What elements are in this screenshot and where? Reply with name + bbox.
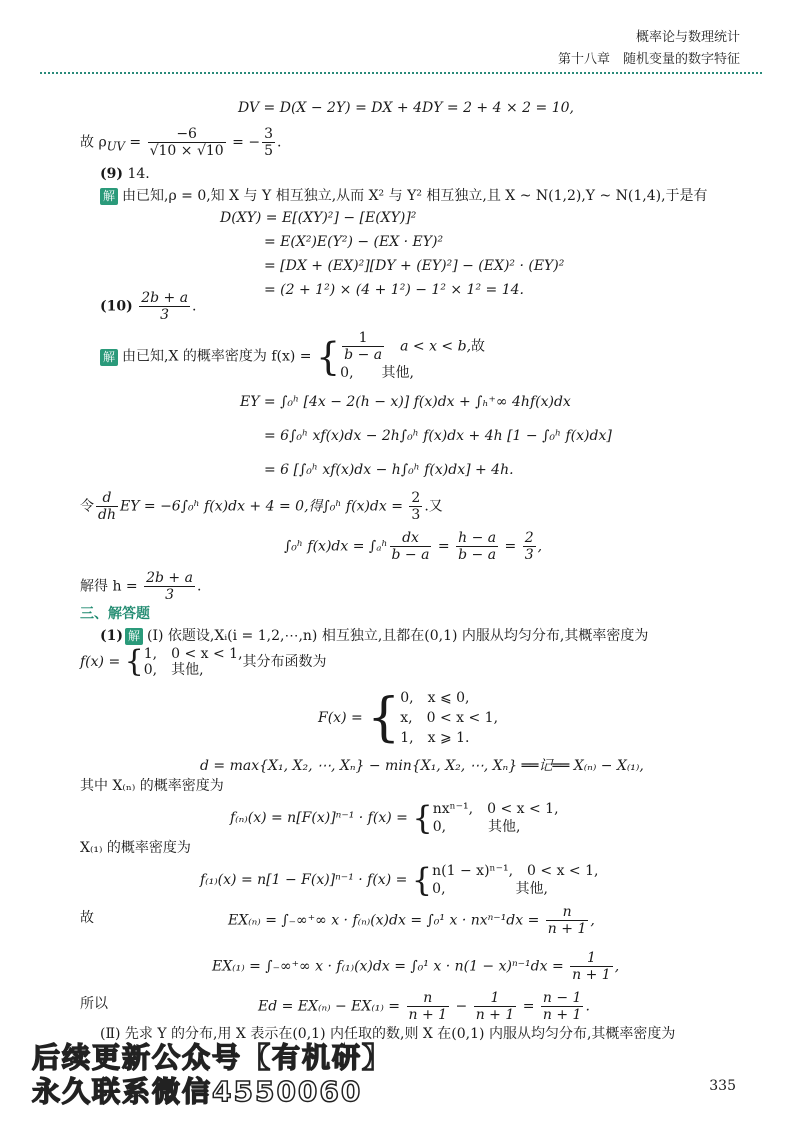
equals: = bbox=[518, 998, 539, 1015]
frac-num: 1 bbox=[474, 990, 517, 1007]
page-number: 335 bbox=[709, 1078, 736, 1094]
derivative-expr: EY = −6∫₀ʰ f(x)dx + 4 = 0,得∫₀ʰ f(x)dx = bbox=[119, 498, 408, 515]
rho-fraction bbox=[148, 126, 226, 159]
solution-10-density bbox=[100, 330, 485, 383]
frac-den: 3 bbox=[160, 307, 170, 323]
eq-dxy-1: D(XY) = E[(XY)²] − [E(XY)]² bbox=[220, 210, 417, 226]
density-uniform bbox=[80, 646, 327, 678]
rho-result-fraction bbox=[262, 126, 275, 159]
part-2-intro: (Ⅱ) 先求 Y 的分布,用 X 表示在(0,1) 内任取的数,则 X 在(0,1) 内服从均匀分布,其概率密度为 bbox=[100, 1026, 676, 1042]
watermark-line-1: 后续更新公众号【有机研】 bbox=[32, 1041, 393, 1074]
piecewise-cases bbox=[340, 330, 485, 383]
equals: = bbox=[124, 134, 146, 151]
let-word: 令 bbox=[80, 498, 94, 515]
also-word: .又 bbox=[424, 498, 443, 515]
frac-1 bbox=[407, 990, 450, 1023]
frac-den: dh bbox=[98, 507, 116, 523]
case-1: 1, 0 < x < 1, bbox=[143, 646, 243, 662]
case-1: nxⁿ⁻¹, 0 < x < 1, bbox=[432, 801, 559, 817]
frac-den: 3 bbox=[411, 507, 421, 523]
period: . bbox=[276, 134, 282, 151]
frac-den: n + 1 bbox=[547, 921, 587, 937]
piecewise-cases bbox=[144, 646, 243, 678]
question-number: (1) bbox=[100, 628, 123, 644]
case-2: 0, 其他, bbox=[432, 819, 521, 835]
result-fraction bbox=[546, 904, 589, 937]
eq-rho bbox=[80, 126, 281, 159]
result-fraction bbox=[409, 490, 422, 523]
solution-text: 由已知,ρ = 0,知 X 与 Y 相互独立,从而 X² 与 Y² 相互独立,且 X ~ N(1,2),Y ~ N(1,4),于是有 bbox=[122, 188, 708, 204]
equals-minus: = − bbox=[227, 134, 261, 151]
expectation-expr: EX₍ₙ₎ = ∫₋∞⁺∞ x · f₍ₙ₎(x)dx = ∫₀¹ x · nxⁿ⁻¹dx = bbox=[228, 912, 544, 929]
period: . bbox=[192, 298, 197, 315]
frac-den: 5 bbox=[264, 143, 273, 159]
frac-den: n + 1 bbox=[542, 1007, 582, 1023]
solution-badge: 解 bbox=[125, 628, 143, 645]
question-number: (10) bbox=[100, 298, 133, 315]
frac-den: 3 bbox=[524, 547, 534, 563]
density-expr: f₍₁₎(x) = n[1 − F(x)]ⁿ⁻¹ · f(x) = bbox=[200, 872, 412, 888]
solution-text: 由已知,X 的概率密度为 f(x) = bbox=[122, 348, 316, 365]
frac-num: n − 1 bbox=[542, 990, 582, 1006]
frac-den: b − a bbox=[344, 347, 383, 363]
h-fraction bbox=[144, 570, 195, 603]
density-expr: f₍ₙ₎(x) = n[F(x)]ⁿ⁻¹ · f(x) = bbox=[230, 810, 413, 826]
derivative-op bbox=[96, 490, 118, 523]
watermark-line-2: 永久联系微信4550060 bbox=[32, 1075, 363, 1108]
fx-label: f(x) = bbox=[80, 654, 125, 670]
header-divider bbox=[40, 72, 762, 74]
frac-num: h − a bbox=[458, 530, 497, 546]
solve-text: 解得 h = bbox=[80, 578, 143, 595]
conclusion-label-2: 所以 bbox=[80, 996, 108, 1012]
rho-label: 故 ρ bbox=[80, 134, 107, 151]
eq-range-d: d = max{X₁, X₂, ⋯, Xₙ} − min{X₁, X₂, ⋯, Xₙ} ══记══ X₍ₙ₎ − X₍₁₎, bbox=[200, 758, 644, 774]
brace: { bbox=[412, 799, 433, 837]
integral-expr: ∫₀ʰ f(x)dx = ∫ₐʰ bbox=[284, 538, 388, 555]
period: . bbox=[196, 578, 202, 595]
expectation-expr: EX₍₁₎ = ∫₋∞⁺∞ x · f₍₁₎(x)dx = ∫₀¹ x · n(1 − x)ⁿ⁻¹dx = bbox=[212, 958, 569, 975]
case-1: n(1 − x)ⁿ⁻¹, 0 < x < 1, bbox=[432, 863, 599, 879]
eq-ex1 bbox=[212, 950, 619, 983]
brace: { bbox=[411, 861, 433, 899]
conclusion-word: 故 bbox=[471, 338, 486, 355]
brace: { bbox=[124, 644, 144, 679]
frac-num: d bbox=[96, 490, 118, 507]
answer-10 bbox=[100, 290, 197, 323]
frac-num: n bbox=[546, 904, 589, 921]
result-fraction bbox=[570, 950, 613, 983]
frac-num: 1 bbox=[342, 330, 384, 347]
eq-dxy-3: = [DX + (EX)²][DY + (EY)²] − (EX)² · (EY)² bbox=[264, 258, 565, 274]
frac-den: n + 1 bbox=[572, 967, 611, 983]
eq-exn bbox=[228, 904, 595, 937]
case-1: 0, x ⩽ 0, bbox=[400, 690, 470, 706]
eq-dv: DV = D(X − 2Y) = DX + 4DY = 2 + 4 × 2 = 10, bbox=[238, 100, 574, 116]
comma: , bbox=[537, 538, 543, 555]
minus: − bbox=[451, 998, 472, 1015]
frac-num: 2 bbox=[524, 530, 534, 546]
eq-derivative bbox=[80, 490, 443, 523]
comma: , bbox=[590, 912, 595, 929]
case-2: 0, 其他, bbox=[340, 365, 414, 381]
density-x1 bbox=[200, 862, 598, 898]
equals: = bbox=[433, 538, 455, 555]
case-2: x, 0 < x < 1, bbox=[400, 710, 499, 726]
frac-den: n + 1 bbox=[408, 1007, 448, 1023]
header-book-title: 概率论与数理统计 bbox=[635, 30, 740, 45]
eq-ed bbox=[258, 990, 590, 1023]
frac-num: 2b + a bbox=[141, 290, 189, 306]
equals: = bbox=[500, 538, 521, 555]
distribution-text: 其分布函数为 bbox=[242, 654, 327, 670]
frac-num: −6 bbox=[148, 126, 226, 143]
frac-num: dx bbox=[390, 530, 432, 547]
eq-integral-value bbox=[284, 530, 542, 563]
case-2: 0, 其他, bbox=[432, 881, 548, 897]
density-x1-intro: X₍₁₎ 的概率密度为 bbox=[80, 840, 191, 856]
case-2: 0, 其他, bbox=[143, 662, 204, 678]
frac-1 bbox=[390, 530, 432, 563]
eq-dxy-2: = E(X²)E(Y²) − (EX · EY)² bbox=[264, 234, 444, 250]
comma: , bbox=[614, 958, 620, 975]
header-chapter-title: 第十八章 随机变量的数字特征 bbox=[557, 52, 740, 67]
cdf-uniform bbox=[318, 688, 498, 748]
frac-3 bbox=[541, 990, 584, 1023]
case-3: 1, x ⩾ 1. bbox=[400, 730, 470, 746]
solution-9-intro bbox=[100, 186, 708, 206]
frac-3 bbox=[523, 530, 536, 563]
answer-9 bbox=[100, 164, 150, 184]
answer-value: 14. bbox=[123, 166, 150, 182]
eq-ey-1: EY = ∫₀ʰ [4x − 2(h − x)] f(x)dx + ∫ₕ⁺∞ 4hf(x)dx bbox=[240, 394, 571, 410]
solution-badge: 解 bbox=[100, 349, 118, 366]
frac-2 bbox=[456, 530, 498, 563]
density-xn bbox=[230, 800, 559, 836]
frac-den: n + 1 bbox=[475, 1007, 515, 1023]
density-xn-intro: 其中 X₍ₙ₎ 的概率密度为 bbox=[80, 778, 224, 794]
section-heading: 三、解答题 bbox=[80, 606, 150, 622]
eq-dxy-4: = (2 + 1²) × (4 + 1²) − 1² × 1² = 14. bbox=[264, 282, 524, 298]
case-condition: a < x < b, bbox=[400, 338, 472, 355]
piecewise-cases bbox=[400, 688, 498, 748]
Fx-label: F(x) = bbox=[318, 710, 368, 726]
frac-num: 1 bbox=[570, 950, 613, 967]
solution-badge: 解 bbox=[100, 188, 118, 205]
frac-num: 2b + a bbox=[146, 570, 193, 586]
frac-den: b − a bbox=[458, 547, 497, 563]
brace: { bbox=[367, 688, 401, 748]
case-fraction bbox=[342, 330, 384, 363]
piecewise-cases bbox=[432, 862, 598, 898]
solve-h bbox=[80, 570, 201, 603]
case-1 bbox=[340, 330, 485, 363]
frac-den: 3 bbox=[165, 587, 174, 603]
frac-den: √10 × √10 bbox=[149, 143, 224, 159]
rho-subscript: UV bbox=[106, 139, 125, 154]
conclusion-label-1: 故 bbox=[80, 910, 94, 926]
frac-num: 3 bbox=[264, 126, 273, 142]
frac-2 bbox=[474, 990, 517, 1023]
question-number: (9) bbox=[100, 166, 123, 182]
brace: { bbox=[315, 334, 341, 379]
ed-expr: Ed = EX₍ₙ₎ − EX₍₁₎ = bbox=[258, 998, 405, 1015]
answer-fraction bbox=[139, 290, 190, 323]
solution-text: (Ⅰ) 依题设,Xᵢ(i = 1,2,⋯,n) 相互独立,且都在(0,1) 内服从均匀分布,其概率密度为 bbox=[147, 628, 649, 644]
problem-1-part-1 bbox=[100, 626, 648, 646]
frac-den: b − a bbox=[391, 547, 430, 563]
frac-num: 2 bbox=[411, 490, 421, 506]
eq-ey-2: = 6∫₀ʰ xf(x)dx − 2h∫₀ʰ f(x)dx + 4h [1 − ∫₀ʰ f(x)dx] bbox=[264, 428, 612, 444]
period: . bbox=[585, 998, 590, 1015]
piecewise-cases bbox=[433, 800, 559, 836]
frac-num: n bbox=[407, 990, 450, 1007]
eq-ey-3: = 6 [∫₀ʰ xf(x)dx − h∫₀ʰ f(x)dx] + 4h. bbox=[264, 462, 514, 478]
